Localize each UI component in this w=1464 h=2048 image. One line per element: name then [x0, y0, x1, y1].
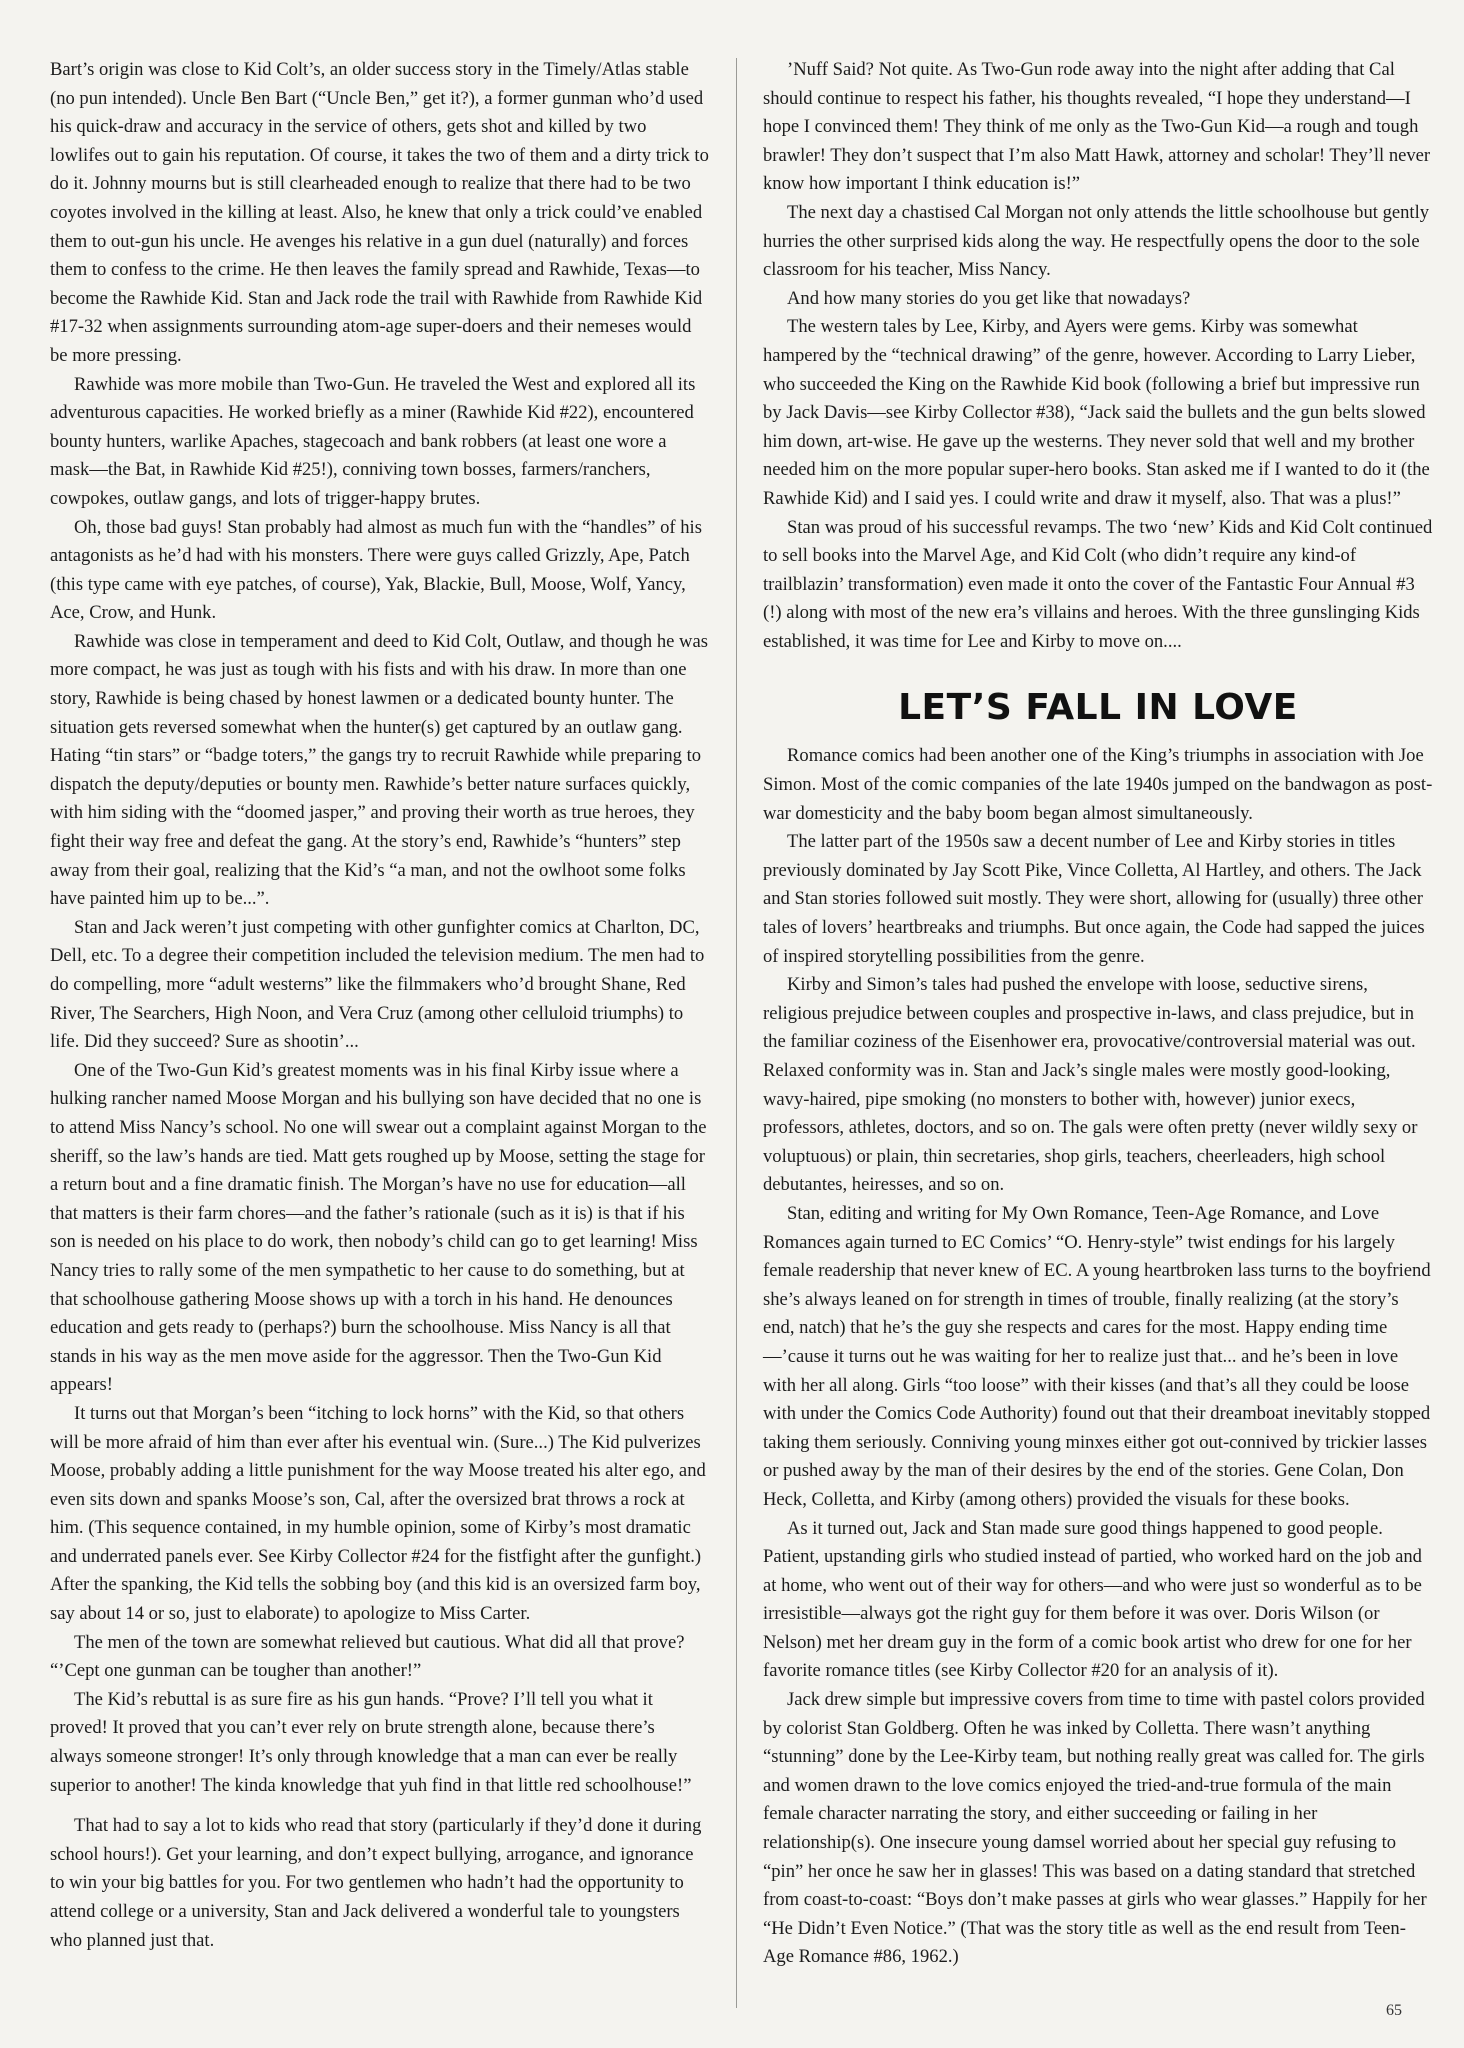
section-heading: LET’S FALL IN LOVE	[898, 687, 1298, 729]
paragraph: The latter part of the 1950s saw a decent number of Lee and Kirby stories in titles previously dominated by Jay Scott Pike, Vince Colletta, Al Hartley, and others. The Jack and Stan stories followed suit mostly. They were short, allowing for (usually) three other tales of lovers’ heartbreaks and triumphs. But once again, the Code had sapped the juices of inspired storytelling possibilities from the genre.	[763, 831, 1425, 967]
paragraph: Stan and Jack weren’t just competing with other gunfighter comics at Charlton, DC, Dell, etc. To a degree their competition included the television medium. The men had to do compelling, more “adult westerns” like the filmmakers who’d brought Shane, Red River, The Searchers, High Noon, and Vera Cruz (among other celluloid triumphs) to life. Did they succeed? Sure as shootin’...	[50, 916, 705, 1053]
paragraph: It turns out that Morgan’s been “itching to lock horns” with the Kid, so that others will be more afraid of him than ever after his eventual win. (Sure...) The Kid pulverizes Moose, probably adding a little punishment for the way Moose treated his alter ego, and even sits down and spanks Moose’s son, Cal, after the oversized brat throws a rock at him. (This sequence contained, in my humble opinion, some of Kirby’s most dramatic and underrated panels ever. See Kirby Collector #24 for the fistfight after the gunfight.) After the spanking, the Kid tells the sobbing boy (and this kid is an oversized farm boy, say about 14 or so, just to elaborate) to apologize to Miss Carter.	[50, 1402, 706, 1625]
left-column	[50, 56, 710, 1955]
column-divider	[736, 58, 737, 2008]
paragraph: ’Nuff Said? Not quite. As Two-Gun rode away into the night after adding that Cal should continue to respect his father, his thoughts revealed, “I hope they understand—I hope I convinced them! They think of me only as the Two-Gun Kid—a rough and tough brawler! They don’t suspect that I’m also Matt Hawk, attorney and scholar! They’ll never know how important I think education is!”	[763, 59, 1431, 195]
paragraph: Stan, editing and writing for My Own Romance, Teen-Age Romance, and Love Romances again turned to EC Comics’ “O. Henry-style” twist endings for his largely female readership that never knew of EC. A young heartbroken lass turns to the boyfriend she’s always leaned on for strength in times of trouble, finally realizing (at the story’s end, natch) that he’s the guy she respects and cares for the most. Happy ending time—’cause it turns out he was waiting for her to realize just that... and he’s been in love with her all along. Girls “too loose” with their kisses (and that’s all they could be loose with under the Comics Code Authority) found out that their dreamboat inevitably stopped taking them seriously. Conniving young minxes either got out-connived by trickier lasses or pushed away by the man of their desires by the end of the stories. Gene Colan, Don Heck, Colletta, and Kirby (among others) provided the visuals for these books.	[763, 1202, 1431, 1510]
paragraph: Stan was proud of his successful revamps. The two ‘new’ Kids and Kid Colt continued to sell books into the Marvel Age, and Kid Colt (who didn’t require any kind-of trailblazin’ transformation) even made it onto the cover of the Fantastic Four Annual #3 (!) along with most of the new era’s villains and heroes. With the three gunslinging Kids established, it was time for Lee and Kirby to move on....	[763, 516, 1433, 652]
paragraph: That had to say a lot to kids who read that story (particularly if they’d done it during school hours!). Get your learning, and don’t expect bullying, arrogance, and ignorance to win your big battles for you. For two gentlemen who hadn’t had the opportunity to attend college or a university, Stan and Jack delivered a wonderful tale to youngsters who planned just that.	[50, 1815, 702, 1951]
paragraph: And how many stories do you get like that nowadays?	[787, 287, 1191, 309]
paragraph: One of the Two-Gun Kid’s greatest moments was in his final Kirby issue where a hulking rancher named Moose Morgan and his bullying son have decided that no one is to attend Miss Nancy’s school. No one will swear out a complaint against Morgan to the sheriff, so the law’s hands are tied. Matt gets roughed up by Moose, setting the stage for a return bout and a fine dramatic finish. The Morgan’s have no use for education—all that matters is their farm chores—and the father’s rationale (such as it is) is that if his son is needed on his place to do work, then nobody’s child can go to get learning! Miss Nancy tries to rally some of the men sympathetic to her cause to do something, but at that schoolhouse gathering Moose shows up with a torch in his hand. He denounces education and gets ready to (perhaps?) burn the schoolhouse. Miss Nancy is all that stands in his way as the men move aside for the aggressor. Then the Two-Gun Kid appears!	[50, 1059, 707, 1396]
paragraph: The men of the town are somewhat relieved but cautious. What did all that prove? “’Cept one gunman can be tougher than another!”	[50, 1631, 685, 1682]
paragraph: Kirby and Simon’s tales had pushed the envelope with loose, seductive sirens, religious prejudice between couples and prospective in-laws, and class prejudice, but in the familiar coziness of the Eisenhower era, provocative/controversial material was out. Relaxed conformity was in. Stan and Jack’s single males were mostly good-looking, wavy-haired, pipe smoking (no monsters to bother with, however) junior execs, professors, athletes, doctors, and so on. The gals were often pretty (never wildly sexy or voluptuous) or plain, thin secretaries, shop girls, teachers, cheerleaders, high school debutantes, heiresses, and so on.	[763, 974, 1418, 1196]
paragraph: Jack drew simple but impressive covers from time to time with pastel colors provided by colorist Stan Goldberg. Often he was inked by Colletta. There wasn’t anything “stunning” done by the Lee-Kirby team, but nothing really great was called for. The girls and women drawn to the love comics enjoyed the tried-and-true formula of the main female character narrating the story, and either succeeding or failing in her relationship(s). One insecure young damsel worried about her special guy refusing to “pin” her once he saw her in glasses! This was based on a dating standard that stretched from coast-to-coast: “Boys don’t make passes at girls who wear glasses.” Happily for her “He Didn’t Even Notice.” (That was the story title as well as the end result from Teen-Age Romance #86, 1962.)	[763, 1689, 1427, 1968]
paragraph: Rawhide was close in temperament and deed to Kid Colt, Outlaw, and though he was more compact, he was just as tough with his fists and with his draw. In more than one story, Rawhide is being chased by honest lawmen or a dedicated bounty hunter. The situation gets reversed somewhat when the hunter(s) get captured by an outlaw gang. Hating “tin stars” or “badge toters,” the gangs try to recruit Rawhide while preparing to dispatch the deputy/deputies or bounty men. Rawhide’s better nature surfaces quickly, with him siding with the “doomed jasper,” and proving their worth as true heroes, they fight their way free and defeat the gang. At the story’s end, Rawhide’s “hunters” step away from their goal, realizing that the Kid’s “a man, and not the owlhoot some folks have painted him up to be...”.	[50, 630, 708, 910]
paragraph: As it turned out, Jack and Stan made sure good things happened to good people. Patient, upstanding girls who studied instead of partied, who worked hard on the job and at home, who went out of their way for others—and who were just so wonderful as to be irresistible—always got the right guy for them before it was over. Doris Wilson (or Nelson) met her dream guy in the form of a comic book artist who drew for one for her favorite romance titles (see Kirby Collector #20 for an analysis of it).	[763, 1517, 1422, 1682]
paragraph: Bart’s origin was close to Kid Colt’s, an older success story in the Timely/Atlas stable (no pun intended). Uncle Ben Bart (“Uncle Ben,” get it?), a former gunman who’d used his quick-draw and accuracy in the service of others, gets shot and killed by two lowlifes out to gain his reputation. Of course, it takes the two of them and a dirty trick to do it. Johnny mourns but is still clearheaded enough to realize that there had to be two coyotes involved in the killing at least. Also, he knew that only a trick could’ve enabled them to out-gun his uncle. He avenges his relative in a gun duel (naturally) and forces them to confess to the crime. He then leaves the family spread and Rawhide, Texas—to become the Rawhide Kid. Stan and Jack rode the trail with Rawhide from Rawhide Kid #17-32 when assignments surrounding atom-age super-doers and their nemeses would be more pressing.	[50, 59, 709, 366]
right-column	[763, 56, 1433, 1972]
paragraph: Rawhide was more mobile than Two-Gun. He traveled the West and explored all its adventurous capacities. He worked briefly as a miner (Rawhide Kid #22), encountered bounty hunters, warlike Apaches, stagecoach and bank robbers (at least one wore a mask—the Bat, in Rawhide Kid #25!), conniving town bosses, farmers/ranchers, cowpokes, outlaw gangs, and lots of trigger-happy brutes.	[50, 373, 696, 509]
paragraph: Oh, those bad guys! Stan probably had almost as much fun with the “handles” of his antagonists as he’d had with his monsters. There were guys called Grizzly, Ape, Patch (this type came with eye patches, of course), Yak, Blackie, Bull, Moose, Wolf, Yancy, Ace, Crow, and Hunk.	[50, 516, 702, 624]
paragraph: The western tales by Lee, Kirby, and Ayers were gems. Kirby was somewhat hampered by the “technical drawing” of the genre, however. According to Larry Lieber, who succeeded the King on the Rawhide Kid book (following a brief but impressive run by Jack Davis—see Kirby Collector #38), “Jack said the bullets and the gun belts slowed him down, art-wise. He gave up the westerns. They never sold that well and my brother needed him on the more popular super-hero books. Stan asked me if I wanted to do it (the Rawhide Kid) and I said yes. I could write and draw it myself, also. That was a plus!”	[763, 316, 1430, 509]
paragraph: The next day a chastised Cal Morgan not only attends the little schoolhouse but gently hurries the other surprised kids along the way. He respectfully opens the door to the sole classroom for his teacher, Miss Nancy.	[763, 201, 1430, 281]
page-number: 65	[1386, 2002, 1402, 2019]
paragraph: Romance comics had been another one of the King’s triumphs in association with Joe Simon. Most of the comic companies of the late 1940s jumped on the bandwagon as post-war domesticity and the baby boom began almost simultaneously.	[763, 745, 1433, 824]
paragraph: The Kid’s rebuttal is as sure fire as his gun hands. “Prove? I’ll tell you what it proved! It proved that you can’t ever rely on brute strength alone, because there’s always someone stronger! It’s only through knowledge that a man can ever be really superior to another! The kinda knowledge that yuh find in that little red schoolhouse!”	[50, 1688, 692, 1796]
